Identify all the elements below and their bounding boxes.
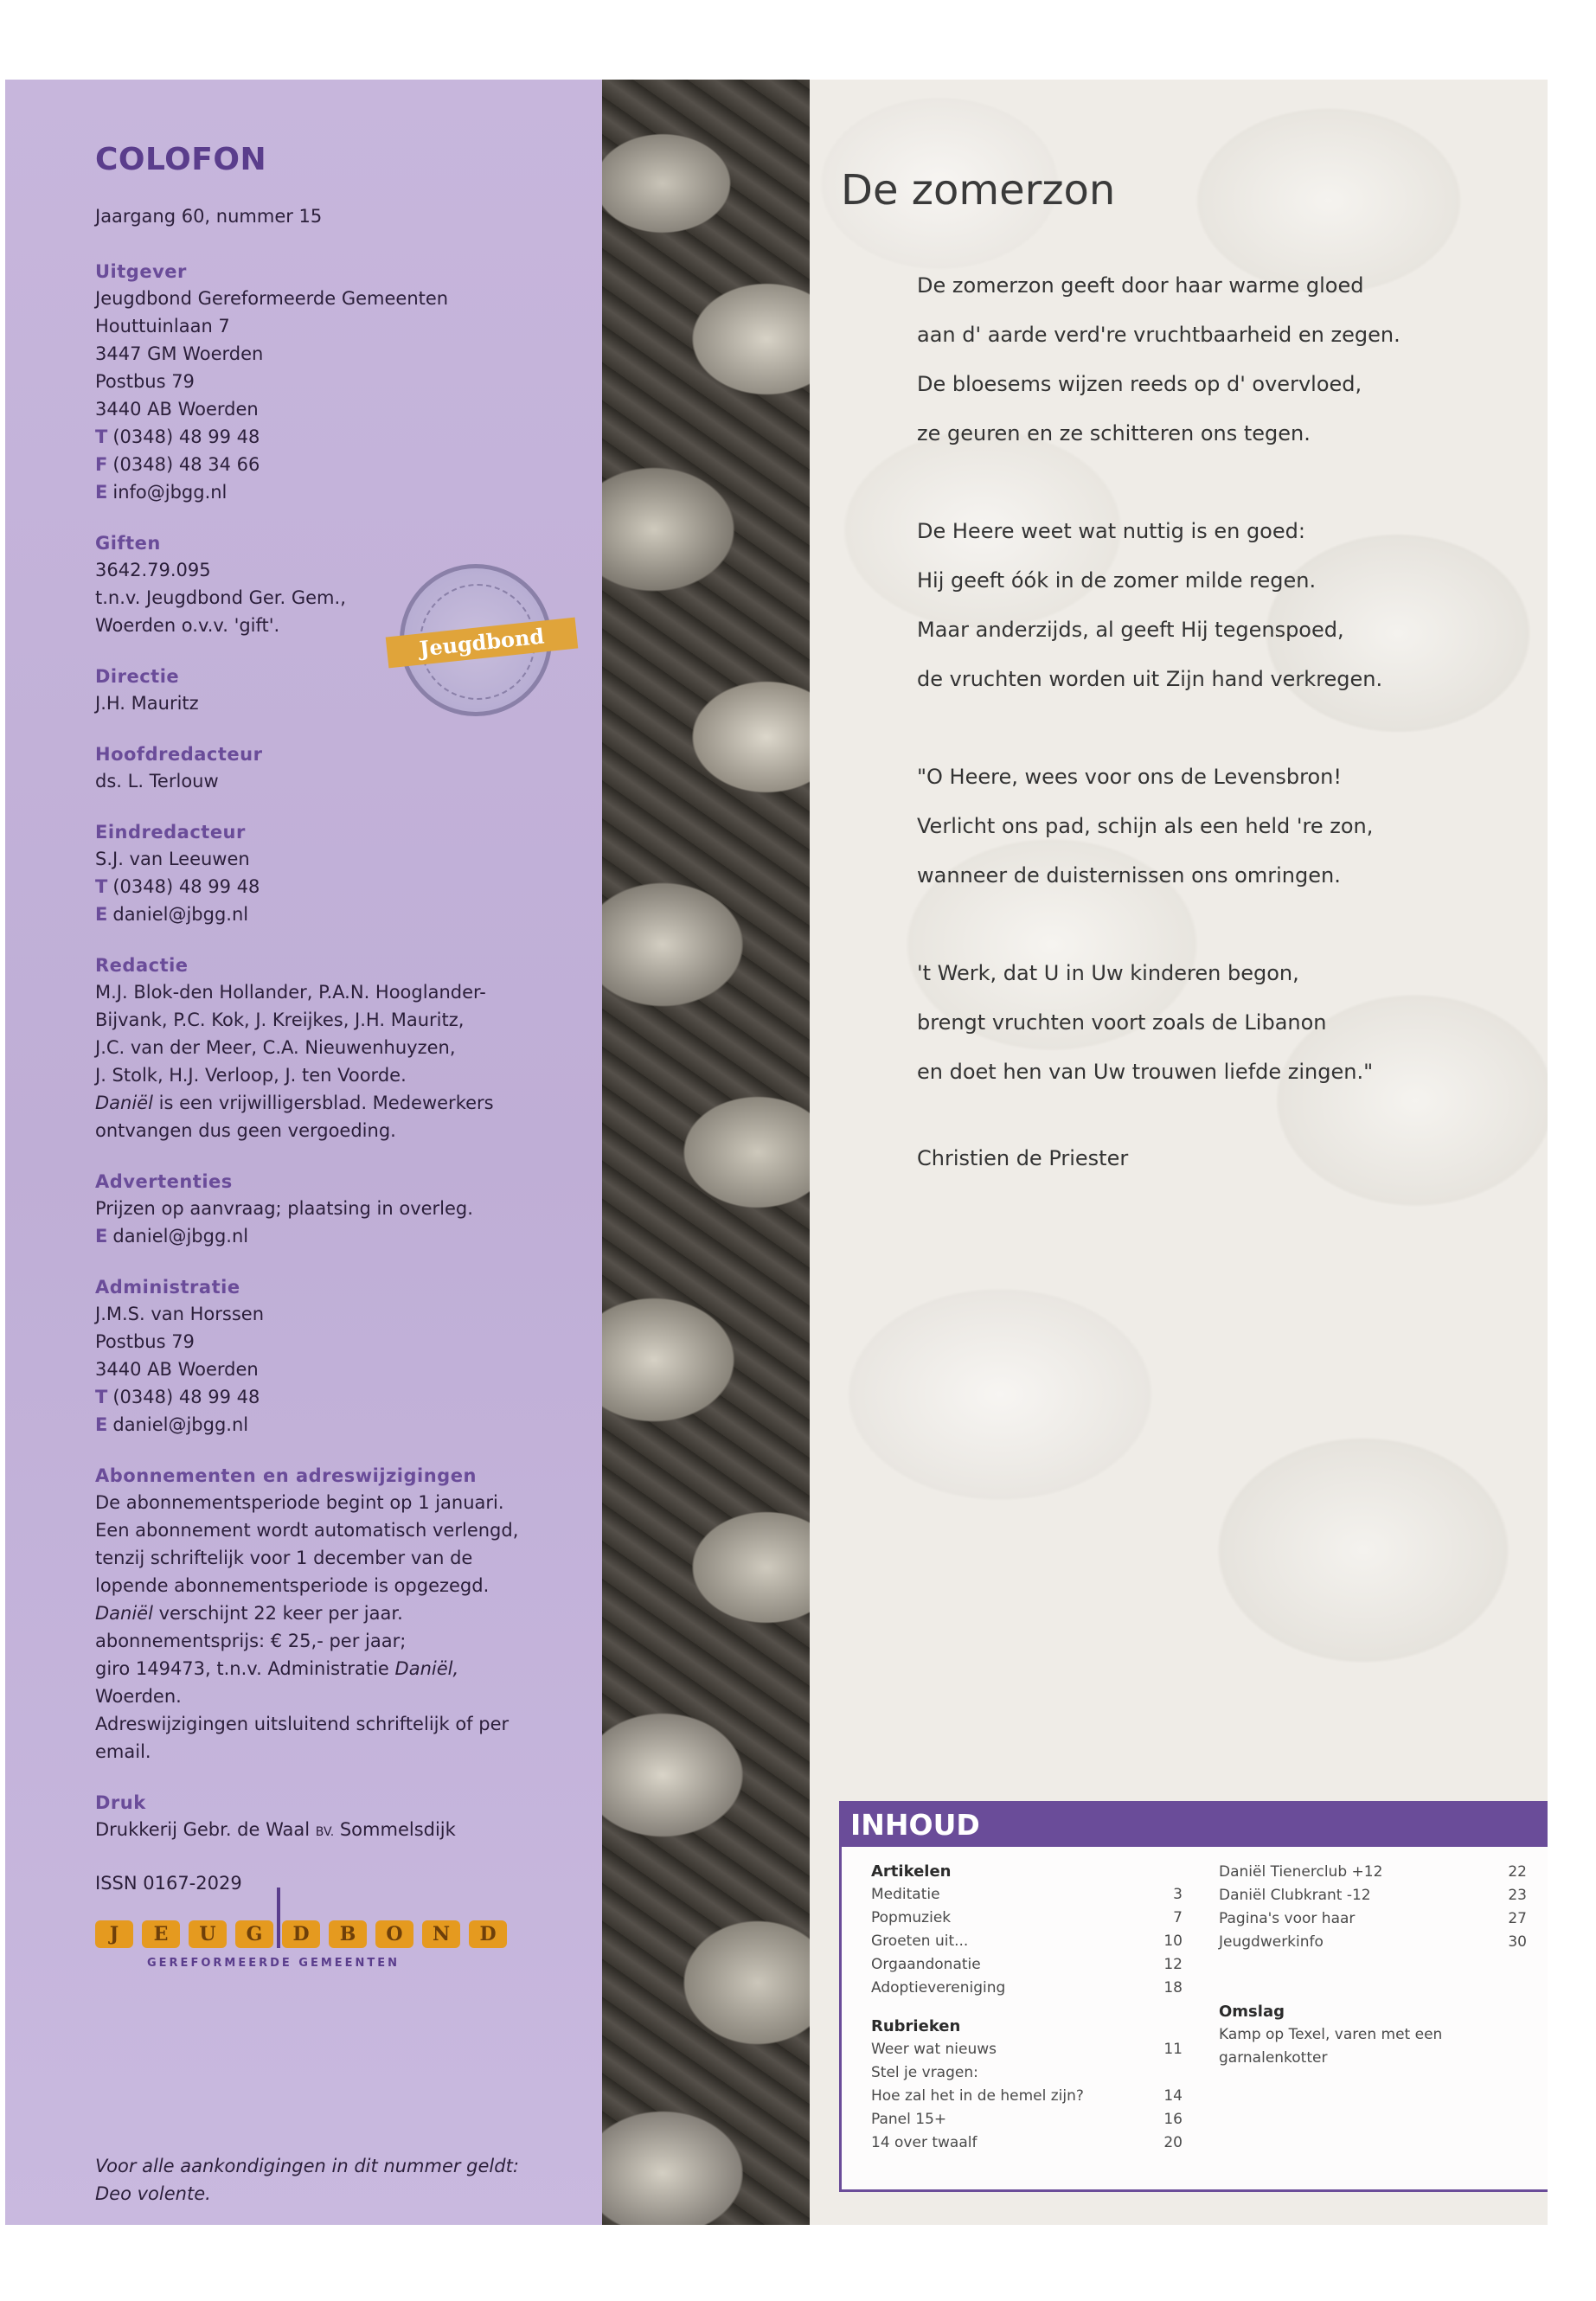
colofon-panel [5, 80, 602, 2225]
note-text: is een vrijwilligersblad. Medewerkers [152, 1093, 494, 1113]
phone-prefix: T [95, 876, 108, 897]
toc-entry[interactable] [871, 2085, 1183, 2108]
section-head: Eindredacteur [95, 822, 246, 843]
toc-entry-title: Jeugdwerkinfo [1219, 1933, 1324, 1951]
toc-entry[interactable] [871, 1977, 1183, 2000]
toc-entry-title: Pagina's voor haar [1219, 1910, 1356, 1927]
toc-group-head: Omslag [1219, 2003, 1285, 2021]
toc-entry-title: Panel 15+ [871, 2111, 947, 2128]
logo-letter: D [282, 1920, 320, 1948]
deo-volente-note [95, 2152, 580, 2208]
subscription-line: De abonnementsperiode begint op 1 januari. [95, 1492, 504, 1513]
email-prefix: E [95, 1226, 108, 1247]
logo-letter: N [422, 1920, 460, 1948]
poem-stanza [917, 949, 1522, 1097]
toc-entry-title: Meditatie [871, 1886, 940, 1903]
toc-entry-page: 3 [1173, 1886, 1183, 1903]
logo-letter: B [329, 1920, 367, 1948]
toc-entry-page: 18 [1163, 1979, 1183, 1997]
address-line: Houttuinlaan 7 [95, 316, 230, 336]
toc-entry-page: 30 [1508, 1933, 1527, 1951]
toc-group-overig [1219, 1861, 1527, 1954]
section-head: Druk [95, 1792, 146, 1813]
toc-group-artikelen [871, 1861, 1183, 2000]
toc-entry[interactable] [871, 2131, 1183, 2155]
table-of-contents [839, 1801, 1548, 2192]
poem-stanza [917, 507, 1522, 704]
section-administratie [95, 1274, 580, 1439]
printer-suffix: BV. [315, 1825, 335, 1839]
toc-title: INHOUD [842, 1804, 1548, 1847]
magazine-name: Daniël [95, 1603, 153, 1624]
poem-line: wanneer de duisternissen ons omringen. [917, 863, 1341, 888]
city-line: Woerden. [95, 1686, 182, 1707]
stamp-label: Jeugdbond [386, 618, 579, 669]
phone-line [95, 1383, 580, 1411]
section-uitgever [95, 259, 580, 506]
fax-number: (0348) 48 34 66 [112, 454, 260, 475]
poem-panel [810, 80, 1548, 2225]
email-link[interactable]: daniel@jbgg.nl [112, 1226, 249, 1247]
poem-stanza [917, 753, 1522, 901]
ads-line: Prijzen op aanvraag; plaatsing in overleg. [95, 1198, 473, 1219]
magazine-name: Daniël, [394, 1658, 459, 1679]
jeugdbond-stamp [400, 564, 552, 716]
poem-body [917, 261, 1522, 1145]
toc-column-left [871, 1861, 1183, 2170]
logo-letter: U [189, 1920, 227, 1948]
email-line [95, 1222, 580, 1250]
poem-line: ze geuren en ze schitteren ons tegen. [917, 421, 1311, 445]
logo-subtitle: GEREFORMEERDE GEMEENTEN [147, 1957, 401, 1970]
phone-number: (0348) 48 99 48 [112, 1387, 260, 1407]
toc-entry-title: Popmuziek [871, 1909, 952, 1926]
subscription-line: lopende abonnementsperiode is opgezegd. [95, 1575, 490, 1596]
section-eindredacteur [95, 819, 580, 928]
toc-entry-page: 7 [1173, 1909, 1183, 1926]
account-line: Woerden o.v.v. 'gift'. [95, 615, 280, 636]
magazine-page [5, 80, 1548, 2225]
logo-letter: O [375, 1920, 413, 1948]
toc-entry-title: 14 over twaalf [871, 2134, 977, 2151]
email-line [95, 478, 580, 506]
toc-group-rubrieken [871, 2016, 1183, 2155]
toc-entry[interactable] [871, 1907, 1183, 1930]
colofon-title: COLOFON [95, 142, 267, 177]
email-line [95, 1411, 580, 1439]
poem-line: De zomerzon geeft door haar warme gloed [917, 273, 1364, 298]
fax-line [95, 451, 580, 478]
toc-entry-page: 12 [1163, 1956, 1183, 1973]
toc-entry-page: 14 [1163, 2087, 1183, 2105]
price-line: abonnementsprijs: € 25,- per jaar; [95, 1631, 407, 1651]
poem-line: Verlicht ons pad, schijn als een held 're zon, [917, 814, 1374, 838]
toc-entry[interactable] [1219, 1931, 1527, 1954]
logo-letter: G [235, 1920, 273, 1948]
cover-description: garnalenkotter [1219, 2049, 1328, 2067]
editors-line: Bijvank, P.C. Kok, J. Kreijkes, J.H. Mauritz, [95, 1009, 465, 1030]
editors-line: M.J. Blok-den Hollander, P.A.N. Hooglander- [95, 982, 486, 1003]
address-line: 3440 AB Woerden [95, 1359, 259, 1380]
toc-entry[interactable] [871, 2038, 1183, 2061]
phone-number: (0348) 48 99 48 [112, 876, 260, 897]
poem-line: Maar anderzijds, al geeft Hij tegenspoed, [917, 618, 1344, 642]
poem-stanza [917, 261, 1522, 458]
address-line: Postbus 79 [95, 1331, 195, 1352]
subscription-line: tenzij schriftelijk voor 1 december van de [95, 1548, 473, 1568]
email-prefix: E [95, 904, 108, 925]
phone-line [95, 873, 580, 901]
logo-letter: J [95, 1920, 133, 1948]
address-line: 3440 AB Woerden [95, 399, 259, 420]
section-hoofdredacteur [95, 741, 580, 795]
poem-author: Christien de Priester [917, 1146, 1129, 1170]
phone-prefix: T [95, 1387, 108, 1407]
poem-line: de vruchten worden uit Zijn hand verkregen. [917, 667, 1383, 691]
toc-group-omslag [1219, 2001, 1527, 2070]
email-link[interactable]: daniel@jbgg.nl [112, 1414, 249, 1435]
giro-text: giro 149473, t.n.v. Administratie [95, 1658, 395, 1679]
person-line: S.J. van Leeuwen [95, 849, 250, 869]
issn: ISSN 0167-2029 [95, 1873, 242, 1894]
toc-entry-title: Adoptievereniging [871, 1979, 1006, 1997]
issue-number: Jaargang 60, nummer 15 [95, 206, 323, 227]
section-head: Administratie [95, 1277, 240, 1298]
printer-city: Sommelsdijk [334, 1819, 456, 1840]
cover-description: Kamp op Texel, varen met een [1219, 2026, 1443, 2043]
poem-line: aan d' aarde verd're vruchtbaarheid en zegen. [917, 323, 1401, 347]
deo-line: Voor alle aankondigingen in dit nummer geldt: [95, 2156, 519, 2176]
toc-entry[interactable] [1219, 1907, 1527, 1931]
magazine-name: Daniël [95, 1093, 153, 1113]
toc-entry-page: 10 [1163, 1932, 1183, 1950]
section-head: Uitgever [95, 261, 187, 282]
jeugdbond-logo [95, 1913, 510, 1991]
person-line: ds. L. Terlouw [95, 771, 219, 792]
volunteer-note: ontvangen dus geen vergoeding. [95, 1120, 396, 1141]
toc-entry-page: 23 [1508, 1887, 1527, 1904]
toc-entry[interactable] [1219, 1861, 1527, 1884]
section-abonnementen [95, 1463, 580, 1766]
email-line [95, 901, 580, 928]
printer-name: Drukkerij Gebr. de Waal [95, 1819, 316, 1840]
printer-line [95, 1816, 580, 1846]
section-druk [95, 1790, 580, 1846]
toc-entry-page: 16 [1163, 2111, 1183, 2128]
editors-line: J. Stolk, H.J. Verloop, J. ten Voorde. [95, 1065, 407, 1086]
poem-line: brengt vruchten voort zoals de Libanon [917, 1010, 1327, 1035]
colofon-content [95, 142, 580, 1991]
toc-entry[interactable] [871, 1930, 1183, 1953]
volunteer-note [95, 1089, 580, 1117]
email-link[interactable]: info@jbgg.nl [112, 482, 228, 503]
email-link[interactable]: daniel@jbgg.nl [112, 904, 249, 925]
address-line: Jeugdbond Gereformeerde Gemeenten [95, 288, 449, 309]
toc-group-head: Rubrieken [871, 2017, 961, 2035]
poem-title: De zomerzon [841, 166, 1116, 215]
logo-letters [95, 1920, 507, 1948]
toc-entry-page: 11 [1163, 2041, 1183, 2058]
address-line: 3447 GM Woerden [95, 343, 264, 364]
toc-entry-page: 27 [1508, 1910, 1527, 1927]
address-line: Postbus 79 [95, 371, 195, 392]
poem-line: De bloesems wijzen reeds op d' overvloed, [917, 372, 1362, 396]
fax-prefix: F [95, 454, 108, 475]
toc-entry[interactable] [1219, 1884, 1527, 1907]
toc-entry-title: Hoe zal het in de hemel zijn? [871, 2087, 1084, 2105]
toc-entry-title: Daniël Clubkrant -12 [1219, 1887, 1371, 1904]
address-change-line: email. [95, 1741, 151, 1762]
toc-entry[interactable] [871, 2061, 1183, 2085]
person-line: J.H. Mauritz [95, 693, 199, 714]
email-prefix: E [95, 1414, 108, 1435]
toc-entry-title: Daniël Tienerclub +12 [1219, 1863, 1383, 1881]
subscription-line [95, 1599, 580, 1627]
email-prefix: E [95, 482, 108, 503]
section-head: Giften [95, 533, 161, 554]
logo-letter: E [142, 1920, 180, 1948]
subscription-line: Een abonnement wordt automatisch verlengd, [95, 1520, 519, 1541]
section-head: Abonnementen en adreswijzigingen [95, 1465, 477, 1486]
phone-line [95, 423, 580, 451]
account-line: 3642.79.095 [95, 560, 211, 580]
frequency-text: verschijnt 22 keer per jaar. [152, 1603, 403, 1624]
section-redactie [95, 952, 580, 1144]
toc-entry-title: Orgaandonatie [871, 1956, 981, 1973]
section-head: Redactie [95, 955, 189, 976]
toc-entry[interactable] [871, 1953, 1183, 1977]
toc-group-head: Artikelen [871, 1862, 952, 1881]
poem-line: Hij geeft óók in de zomer milde regen. [917, 568, 1317, 593]
toc-entry[interactable] [871, 1883, 1183, 1907]
deo-line: Deo volente. [95, 2183, 211, 2204]
toc-entry-page: 20 [1163, 2134, 1183, 2151]
toc-entry-page: 22 [1508, 1863, 1527, 1881]
editors-line: J.C. van der Meer, C.A. Nieuwenhuyzen, [95, 1037, 456, 1058]
poem-line: en doet hen van Uw trouwen liefde zingen." [917, 1060, 1374, 1084]
poem-line: "O Heere, wees voor ons de Levensbron! [917, 765, 1343, 789]
toc-entry-title: Groeten uit... [871, 1932, 969, 1950]
logo-letter: D [469, 1920, 507, 1948]
rock-photo-strip [602, 80, 810, 2225]
giro-line [95, 1655, 580, 1682]
phone-prefix: T [95, 426, 108, 447]
phone-number: (0348) 48 99 48 [112, 426, 260, 447]
address-change-line: Adreswijzigingen uitsluitend schriftelijk of per [95, 1714, 510, 1734]
toc-entry-title: Stel je vragen: [871, 2064, 978, 2081]
address-line: J.M.S. van Horssen [95, 1304, 265, 1324]
section-head: Advertenties [95, 1171, 233, 1192]
poem-line: 't Werk, dat U in Uw kinderen begon, [917, 961, 1299, 985]
account-line: t.n.v. Jeugdbond Ger. Gem., [95, 587, 346, 608]
toc-column-right [1219, 1861, 1527, 2086]
toc-entry-title: Weer wat nieuws [871, 2041, 997, 2058]
section-advertenties [95, 1169, 580, 1250]
toc-entry[interactable] [871, 2108, 1183, 2131]
section-head: Directie [95, 666, 180, 687]
section-head: Hoofdredacteur [95, 744, 263, 765]
poem-line: De Heere weet wat nuttig is en goed: [917, 519, 1305, 543]
